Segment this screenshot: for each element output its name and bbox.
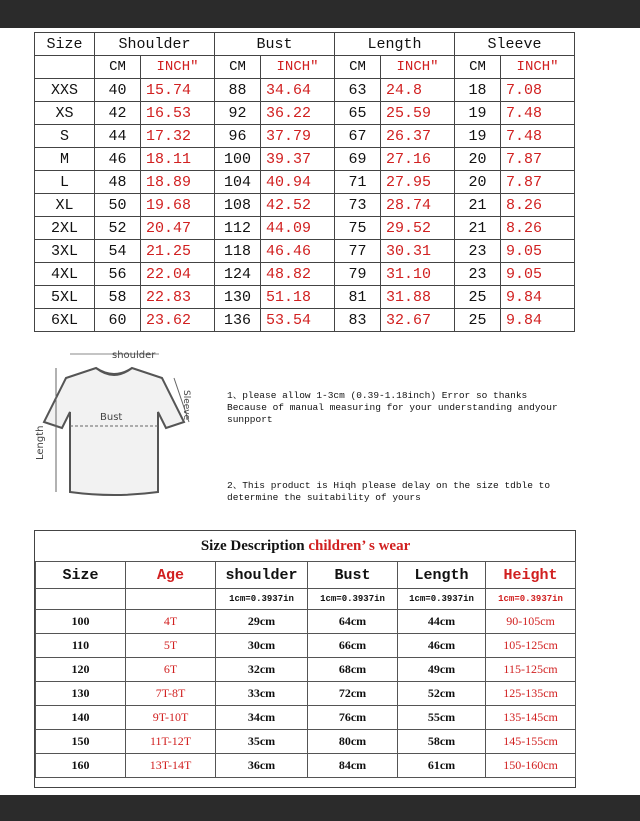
children-table-row xyxy=(36,682,576,706)
cell-shoulder-cm: 50 xyxy=(95,194,141,217)
cell-sleeve-in: 7.08 xyxy=(501,79,575,102)
header-sleeve: Sleeve xyxy=(455,33,575,56)
conv-shoulder: 1cm=0.3937in xyxy=(216,589,308,610)
cell-length-cm: 81 xyxy=(335,286,381,309)
adult-table-row xyxy=(35,194,575,217)
kids-cell-bust: 66cm xyxy=(308,634,398,658)
cell-size: 3XL xyxy=(35,240,95,263)
conv-length: 1cm=0.3937in xyxy=(398,589,486,610)
cell-shoulder-in: 18.11 xyxy=(141,148,215,171)
cell-shoulder-in: 19.68 xyxy=(141,194,215,217)
note-line-4: 2、This product is Hiqh please delay on the size tdble to xyxy=(227,480,551,491)
cell-size: M xyxy=(35,148,95,171)
cell-bust-cm: 112 xyxy=(215,217,261,240)
cell-bust-in: 42.52 xyxy=(261,194,335,217)
cell-size: XXS xyxy=(35,79,95,102)
children-table-row xyxy=(36,754,576,778)
kids-cell-shoulder: 34cm xyxy=(216,706,308,730)
kids-cell-age: 6T xyxy=(126,658,216,682)
cell-shoulder-cm: 46 xyxy=(95,148,141,171)
kids-header-age: Age xyxy=(126,562,216,589)
kids-cell-shoulder: 30cm xyxy=(216,634,308,658)
cell-bust-in: 53.54 xyxy=(261,309,335,332)
cell-length-in: 31.88 xyxy=(381,286,455,309)
cell-length-in: 32.67 xyxy=(381,309,455,332)
header-size: Size xyxy=(35,33,95,56)
adult-table-row xyxy=(35,309,575,332)
cell-length-cm: 67 xyxy=(335,125,381,148)
adult-table-row xyxy=(35,240,575,263)
children-table-row xyxy=(36,706,576,730)
cell-size: XS xyxy=(35,102,95,125)
adult-table-row xyxy=(35,125,575,148)
cell-bust-in: 39.37 xyxy=(261,148,335,171)
kids-cell-height: 115-125cm xyxy=(486,658,576,682)
cell-sleeve-cm: 23 xyxy=(455,263,501,286)
kids-cell-bust: 84cm xyxy=(308,754,398,778)
cell-shoulder-cm: 54 xyxy=(95,240,141,263)
kids-cell-age: 11T-12T xyxy=(126,730,216,754)
adult-table-row xyxy=(35,171,575,194)
cell-length-cm: 69 xyxy=(335,148,381,171)
cell-shoulder-cm: 40 xyxy=(95,79,141,102)
cell-shoulder-cm: 48 xyxy=(95,171,141,194)
cell-shoulder-in: 17.32 xyxy=(141,125,215,148)
size-notes xyxy=(227,390,587,504)
adult-table-row xyxy=(35,286,575,309)
kids-cell-shoulder: 29cm xyxy=(216,610,308,634)
cell-size: 4XL xyxy=(35,263,95,286)
children-table-row xyxy=(36,634,576,658)
note-line-5: determine the suitability of yours xyxy=(227,492,421,503)
cell-length-in: 30.31 xyxy=(381,240,455,263)
kids-cell-age: 7T-8T xyxy=(126,682,216,706)
kids-cell-bust: 80cm xyxy=(308,730,398,754)
kids-header-shoulder: shoulder xyxy=(216,562,308,589)
cell-length-cm: 83 xyxy=(335,309,381,332)
kids-cell-height: 125-135cm xyxy=(486,682,576,706)
kids-cell-shoulder: 36cm xyxy=(216,754,308,778)
cell-bust-cm: 92 xyxy=(215,102,261,125)
length-label: Length xyxy=(35,425,46,460)
kids-cell-age: 13T-14T xyxy=(126,754,216,778)
cell-length-cm: 75 xyxy=(335,217,381,240)
adult-size-table xyxy=(34,32,575,332)
conv-bust: 1cm=0.3937in xyxy=(308,589,398,610)
children-size-table xyxy=(35,531,576,778)
children-table-row xyxy=(36,610,576,634)
cell-sleeve-cm: 19 xyxy=(455,102,501,125)
header-blank xyxy=(35,56,95,79)
children-header-row xyxy=(36,562,576,589)
top-dark-bar xyxy=(0,0,640,28)
note-line-2: Because of manual measuring for your understanding andyour xyxy=(227,402,558,413)
kids-cell-size: 140 xyxy=(36,706,126,730)
cell-sleeve-cm: 21 xyxy=(455,217,501,240)
unit-cm: CM xyxy=(335,56,381,79)
cell-shoulder-cm: 58 xyxy=(95,286,141,309)
header-bust: Bust xyxy=(215,33,335,56)
cell-length-in: 27.95 xyxy=(381,171,455,194)
kids-cell-length: 52cm xyxy=(398,682,486,706)
kids-cell-bust: 64cm xyxy=(308,610,398,634)
bust-label: Bust xyxy=(100,412,123,423)
kids-cell-bust: 68cm xyxy=(308,658,398,682)
kids-header-length: Length xyxy=(398,562,486,589)
cell-shoulder-cm: 42 xyxy=(95,102,141,125)
cell-sleeve-cm: 20 xyxy=(455,148,501,171)
cell-bust-in: 37.79 xyxy=(261,125,335,148)
kids-cell-size: 130 xyxy=(36,682,126,706)
children-title-row xyxy=(36,531,576,562)
kids-cell-height: 145-155cm xyxy=(486,730,576,754)
kids-cell-size: 160 xyxy=(36,754,126,778)
children-size-panel xyxy=(34,530,576,788)
tshirt-measurement-diagram xyxy=(34,342,212,507)
kids-header-size: Size xyxy=(36,562,126,589)
header-shoulder: Shoulder xyxy=(95,33,215,56)
note-line-3: sunpport xyxy=(227,414,273,425)
adult-table-row xyxy=(35,102,575,125)
adult-table-row xyxy=(35,79,575,102)
cell-length-cm: 77 xyxy=(335,240,381,263)
unit-inch: INCH" xyxy=(381,56,455,79)
title-size-description: Size Description xyxy=(200,537,309,554)
cell-sleeve-cm: 23 xyxy=(455,240,501,263)
cell-bust-cm: 100 xyxy=(215,148,261,171)
kids-cell-size: 150 xyxy=(36,730,126,754)
children-table-row xyxy=(36,730,576,754)
cell-shoulder-cm: 44 xyxy=(95,125,141,148)
cell-size: XL xyxy=(35,194,95,217)
cell-size: 2XL xyxy=(35,217,95,240)
cell-bust-cm: 136 xyxy=(215,309,261,332)
kids-cell-height: 135-145cm xyxy=(486,706,576,730)
cell-sleeve-in: 7.87 xyxy=(501,148,575,171)
unit-cm: CM xyxy=(455,56,501,79)
cell-bust-in: 36.22 xyxy=(261,102,335,125)
cell-size: 6XL xyxy=(35,309,95,332)
kids-cell-length: 55cm xyxy=(398,706,486,730)
cell-bust-in: 51.18 xyxy=(261,286,335,309)
cell-shoulder-in: 20.47 xyxy=(141,217,215,240)
cell-length-in: 25.59 xyxy=(381,102,455,125)
cell-length-cm: 71 xyxy=(335,171,381,194)
kids-cell-size: 120 xyxy=(36,658,126,682)
kids-cell-shoulder: 33cm xyxy=(216,682,308,706)
cell-shoulder-in: 21.25 xyxy=(141,240,215,263)
cell-shoulder-in: 23.62 xyxy=(141,309,215,332)
kids-cell-age: 4T xyxy=(126,610,216,634)
kids-cell-height: 90-105cm xyxy=(486,610,576,634)
cell-size: 5XL xyxy=(35,286,95,309)
cell-bust-cm: 88 xyxy=(215,79,261,102)
cell-sleeve-cm: 18 xyxy=(455,79,501,102)
cell-sleeve-cm: 21 xyxy=(455,194,501,217)
cell-sleeve-in: 8.26 xyxy=(501,217,575,240)
kids-cell-shoulder: 32cm xyxy=(216,658,308,682)
cell-shoulder-in: 18.89 xyxy=(141,171,215,194)
cell-bust-cm: 104 xyxy=(215,171,261,194)
cell-sleeve-in: 9.05 xyxy=(501,240,575,263)
kids-cell-size: 110 xyxy=(36,634,126,658)
cell-bust-cm: 96 xyxy=(215,125,261,148)
cell-sleeve-cm: 19 xyxy=(455,125,501,148)
children-title xyxy=(36,531,576,562)
cell-sleeve-cm: 25 xyxy=(455,309,501,332)
cell-bust-in: 44.09 xyxy=(261,217,335,240)
cell-shoulder-cm: 60 xyxy=(95,309,141,332)
kids-cell-length: 44cm xyxy=(398,610,486,634)
cell-sleeve-in: 9.05 xyxy=(501,263,575,286)
cell-sleeve-in: 8.26 xyxy=(501,194,575,217)
kids-cell-length: 58cm xyxy=(398,730,486,754)
kids-header-height: Height xyxy=(486,562,576,589)
adult-unit-header-row xyxy=(35,56,575,79)
cell-length-in: 29.52 xyxy=(381,217,455,240)
cell-bust-in: 34.64 xyxy=(261,79,335,102)
cell-sleeve-in: 9.84 xyxy=(501,286,575,309)
cell-length-cm: 65 xyxy=(335,102,381,125)
cell-sleeve-cm: 25 xyxy=(455,286,501,309)
cell-shoulder-in: 22.04 xyxy=(141,263,215,286)
adult-table-row xyxy=(35,263,575,286)
kids-cell-length: 46cm xyxy=(398,634,486,658)
cell-shoulder-cm: 52 xyxy=(95,217,141,240)
cell-sleeve-in: 7.48 xyxy=(501,102,575,125)
cell-length-cm: 73 xyxy=(335,194,381,217)
cell-sleeve-in: 9.84 xyxy=(501,309,575,332)
note-line-1: 1、please allow 1-3cm (0.39-1.18inch) Error so thanks xyxy=(227,390,528,401)
cell-shoulder-cm: 56 xyxy=(95,263,141,286)
header-length: Length xyxy=(335,33,455,56)
cell-sleeve-cm: 20 xyxy=(455,171,501,194)
title-childrens-wear: children’ s wear xyxy=(308,537,411,554)
cell-bust-cm: 108 xyxy=(215,194,261,217)
kids-cell-shoulder: 35cm xyxy=(216,730,308,754)
conv-height: 1cm=0.3937in xyxy=(486,589,576,610)
cell-size: S xyxy=(35,125,95,148)
sleeve-label: Sleeve xyxy=(181,390,191,421)
kids-cell-length: 49cm xyxy=(398,658,486,682)
kids-cell-size: 100 xyxy=(36,610,126,634)
cell-shoulder-in: 22.83 xyxy=(141,286,215,309)
kids-cell-height: 150-160cm xyxy=(486,754,576,778)
cell-length-in: 28.74 xyxy=(381,194,455,217)
kids-header-bust: Bust xyxy=(308,562,398,589)
kids-cell-height: 105-125cm xyxy=(486,634,576,658)
cell-shoulder-in: 16.53 xyxy=(141,102,215,125)
cell-bust-in: 40.94 xyxy=(261,171,335,194)
cell-length-cm: 63 xyxy=(335,79,381,102)
cell-bust-in: 46.46 xyxy=(261,240,335,263)
unit-inch: INCH" xyxy=(501,56,575,79)
cell-length-in: 31.10 xyxy=(381,263,455,286)
unit-cm: CM xyxy=(215,56,261,79)
cell-length-cm: 79 xyxy=(335,263,381,286)
cell-length-in: 24.8 xyxy=(381,79,455,102)
children-conversion-row xyxy=(36,589,576,610)
cell-shoulder-in: 15.74 xyxy=(141,79,215,102)
cell-length-in: 26.37 xyxy=(381,125,455,148)
cell-bust-cm: 130 xyxy=(215,286,261,309)
cell-bust-cm: 124 xyxy=(215,263,261,286)
cell-sleeve-in: 7.87 xyxy=(501,171,575,194)
kids-cell-bust: 72cm xyxy=(308,682,398,706)
unit-inch: INCH" xyxy=(141,56,215,79)
kids-cell-bust: 76cm xyxy=(308,706,398,730)
kids-cell-length: 61cm xyxy=(398,754,486,778)
adult-group-header-row xyxy=(35,33,575,56)
bottom-dark-bar xyxy=(0,795,640,821)
shoulder-label: shoulder xyxy=(112,350,156,361)
cell-sleeve-in: 7.48 xyxy=(501,125,575,148)
kids-cell-age: 5T xyxy=(126,634,216,658)
adult-table-row xyxy=(35,148,575,171)
unit-inch: INCH" xyxy=(261,56,335,79)
cell-bust-in: 48.82 xyxy=(261,263,335,286)
conv-blank xyxy=(126,589,216,610)
children-table-row xyxy=(36,658,576,682)
cell-bust-cm: 118 xyxy=(215,240,261,263)
cell-length-in: 27.16 xyxy=(381,148,455,171)
kids-cell-age: 9T-10T xyxy=(126,706,216,730)
cell-size: L xyxy=(35,171,95,194)
unit-cm: CM xyxy=(95,56,141,79)
conv-blank xyxy=(36,589,126,610)
adult-table-row xyxy=(35,217,575,240)
